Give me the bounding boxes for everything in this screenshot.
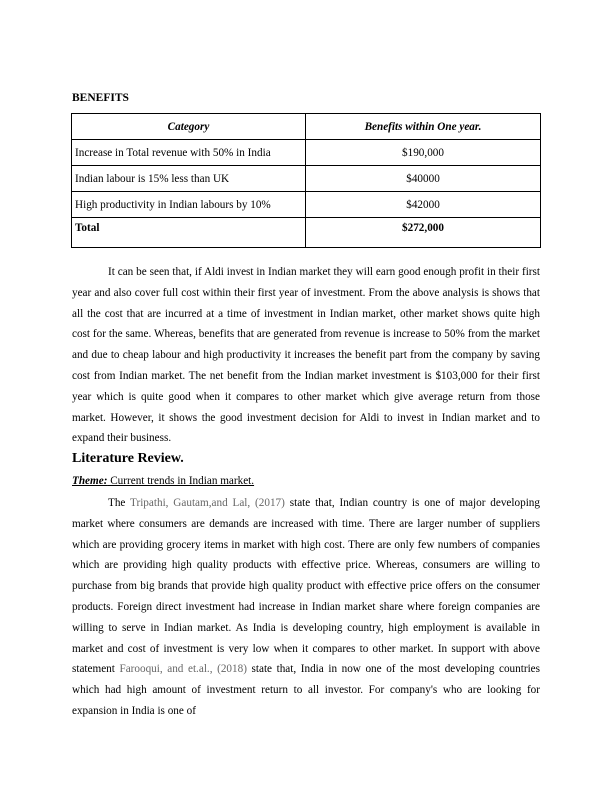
literature-review-heading: Literature Review. [72,451,184,466]
theme-text: Current trends in Indian market. [107,475,255,487]
row-value: $190,000 [306,140,541,166]
citation-farooqui: Farooqui, and et.al., (2018) [119,663,247,676]
citation-tripathi: Tripathi, Gautam,and Lal, (2017) [130,497,285,509]
row-value: $42000 [306,192,541,218]
total-value: $272,000 [306,218,541,248]
row-category: Indian labour is 15% less than UK [72,166,306,192]
paragraph-end: state that, India in now one of the most developing countries which had high amount of investment return to all investor. For company's who are looking for expansion in India is one of [72,663,540,717]
paragraph-middle: state that, Indian country is one of major developing market where consumers are demands are increased with time. There are larger number of suppliers which are providing grocery items in market with high cost. There are only few numbers of companies which are providing high quality products with effective price. Whereas, consumers are willing to purchase from big brands that provide high quality product with effective price offers on the consumer products. Foreign direct investment had increase in Indian market share where foreign companies are willing to serve in Indian market. As India is developing country, high employment is available in market and cost of investment is very low when it compares to other market. In support with above statement [72,497,540,676]
theme-label: Theme: [72,475,108,487]
theme-line [72,475,254,487]
column-header-benefits: Benefits within One year. [306,114,541,140]
benefits-heading: BENEFITS [72,92,129,104]
literature-paragraph [72,493,540,722]
row-category: Increase in Total revenue with 50% in India [72,140,306,166]
total-label: Total [72,218,306,248]
benefits-table [71,113,541,248]
table-header-row [72,114,541,140]
paragraph-lead: The [108,497,131,509]
row-value: $40000 [306,166,541,192]
row-category: High productivity in Indian labours by 10% [72,192,306,218]
table-row [72,166,541,192]
table-total-row [72,218,541,248]
table-row [72,140,541,166]
table-row [72,192,541,218]
column-header-category: Category [72,114,306,140]
analysis-paragraph: It can be seen that, if Aldi invest in Indian market they will earn good enough profit in their first year and also cover full cost within their first year of investment. From the above analysis is shows that all the cost that are incurred at a time of investment in Indian market, other market shows quite high cost for the same. Whereas, benefits that are generated from revenue is increase to 50% from the market and due to cheap labour and high productivity it increases the benefit part from the company by saving cost from Indian market. The net benefit from the Indian market investment is $103,000 for their first year which is quite good when it compares to other market which give average return from those market. However, it shows the good investment decision for Aldi to invest in Indian market and to expand their business. [72,266,540,445]
